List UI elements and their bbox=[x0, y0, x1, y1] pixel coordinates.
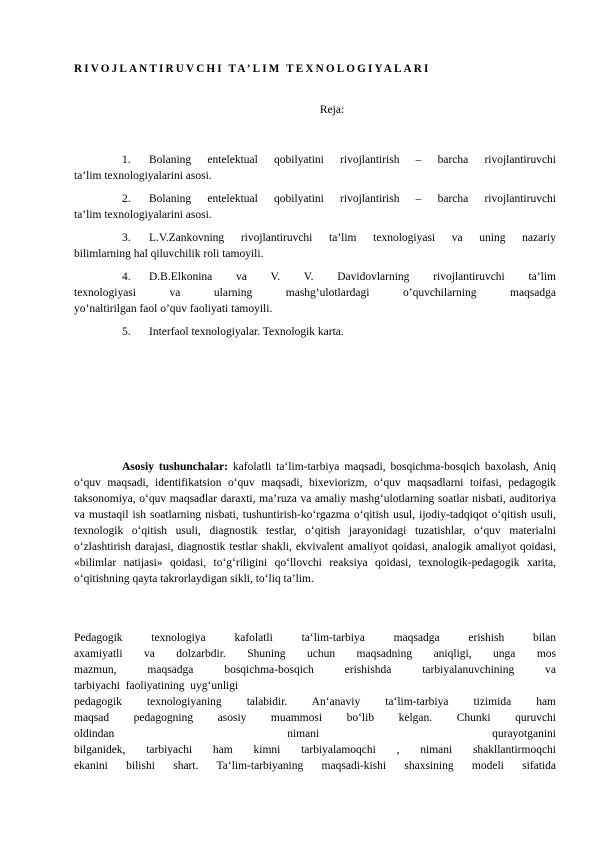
paragraph-line: ekanini bilishi shart. Ta‘lim-tarbiyaning maqsadi-kishi shaxsining modeli sifatida bbox=[74, 760, 556, 772]
plan-item-text: L.V.Zankovning rivojlantiruvchi ta’lim texnologiyasi va uning nazariy bbox=[149, 232, 556, 244]
plan-item-text: Interfaol texnologiyalar. Texnologik karta. bbox=[149, 326, 344, 338]
plan-item bbox=[74, 191, 556, 223]
plan-item-number: 1. bbox=[122, 154, 131, 166]
paragraph-line: pedagogik texnologiyaning talabidir. An‘anaviy ta‘lim-tarbiya tizimida ham bbox=[74, 696, 556, 708]
plan-item bbox=[74, 152, 556, 184]
plan-item-text: Bolaning entelektual qobilyatini rivojlantirish – barcha rivojlantiruvchi bbox=[149, 154, 556, 166]
paragraph-line: tarbiyachi faoliyatining uyg‘unligi bbox=[74, 680, 239, 692]
key-concepts-paragraph bbox=[74, 459, 556, 587]
paragraph-line: mazmun, maqsadga bosqichma-bosqich erishishda tarbiyalanuvchining va bbox=[74, 664, 556, 676]
plan-item bbox=[74, 324, 556, 340]
paragraph-line: maqsad pedagogning asosiy muammosi bo‘lib kelgan. Chunki quruvchi bbox=[74, 712, 556, 724]
plan-item-number: 4. bbox=[122, 271, 131, 283]
plan-item-number: 5. bbox=[122, 326, 131, 338]
paragraph-line: axamiyatli va dolzarbdir. Shuning uchun maqsadning aniqligi, unga mos bbox=[74, 648, 556, 660]
plan-list bbox=[74, 152, 556, 347]
paragraph-line: Pedagogik texnologiya kafolatli ta‘lim-tarbiya maqsadga erishish bilan bbox=[74, 632, 556, 644]
plan-item-text: Bolaning entelektual qobilyatini rivojlantirish – barcha rivojlantiruvchi bbox=[149, 193, 556, 205]
plan-item-text-cont: ta’lim texnologiyalarini asosi. bbox=[74, 170, 212, 182]
plan-item-number: 2. bbox=[122, 193, 131, 205]
plan-item-text-cont: yo’naltirilgan faol o’quv faoliyati tamoyili. bbox=[74, 303, 273, 315]
key-concepts-text: kafolatli ta‘lim-tarbiya maqsadi, bosqichma-bosqich baxolash, Aniq o‘quv maqsadi, identifikatsion o‘quv maqsadi, bixeviorizm, o‘quv maqsadlarni toifasi, pedagogik taksonomiya, o‘quv maqsadlar daraxti, ma’ruza va amaliy mashg‘ulotlarning soatlar nisbati, auditoriya va mustaqil ish soatlarning nisbati, tushuntirish-ko‘rgazma o‘qitish usul, ijodiy-tadqiqot o‘qitish usuli, texnologik o‘qitish usuli, diagnostik testlar, o‘qitish jarayonidagi tuzatishlar, o‘quv materialni o‘zlashtirish darajasi, diagnostik testlar shakli, ekvivalent amaliyot qoidasi, analogik amaliyot qoidasi, «bilimlar natijasi» qoidasi, to‘g‘riligini qo‘llovchi reaksiya qoidasi, texnologik-pedagogik xarita, o‘qitishning qayta takrorlaydigan sikli, to‘liq ta’lim. bbox=[74, 461, 556, 585]
plan-item-text: D.B.Elkonina va V. V. Davidovlarning rivojlantiruvchi ta’lim bbox=[149, 271, 556, 283]
key-concepts-lead: Asosiy tushunchalar: bbox=[122, 461, 228, 473]
paragraph-line: oldindan nimani qurayotganini bbox=[74, 728, 556, 740]
plan-item bbox=[74, 230, 556, 262]
plan-item-text-cont: bilimlarning hal qiluvchilik roli tamoyili. bbox=[74, 248, 264, 260]
document-title: RIVOJLANTIRUVCHI TA’LIM TEXNOLOGIYALARI bbox=[74, 63, 431, 75]
plan-label: Reja: bbox=[319, 104, 345, 116]
plan-item bbox=[74, 269, 556, 317]
plan-item-number: 3. bbox=[122, 232, 131, 244]
plan-item-text-cont: ta’lim texnologiyalarini asosi. bbox=[74, 209, 212, 221]
body-paragraph bbox=[74, 630, 556, 774]
paragraph-line: bilganidek, tarbiyachi ham kimni tarbiyalamoqchi , nimani shakllantirmoqchi bbox=[74, 744, 556, 756]
plan-item-text-cont: texnologiyasi va ularning mashg’ulotlardagi o’quvchilarning maqsadga bbox=[74, 287, 556, 299]
